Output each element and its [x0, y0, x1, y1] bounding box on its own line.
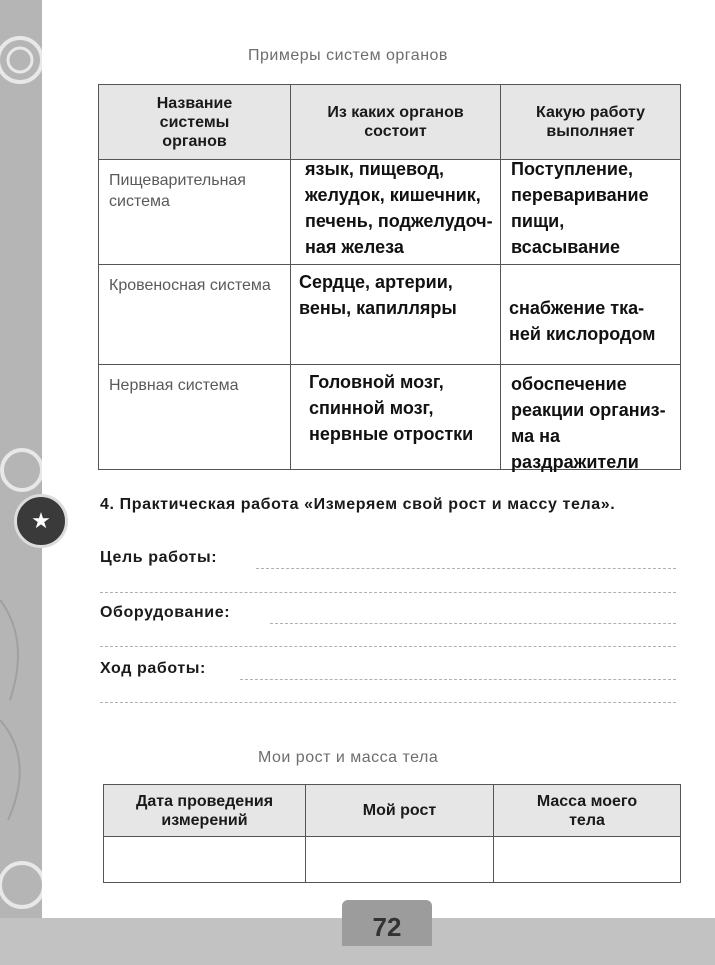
procedure-label: Ход работы:: [100, 660, 206, 677]
equipment-line-1[interactable]: [270, 623, 676, 624]
task-4: [100, 494, 680, 516]
organs-answer[interactable]: Сердце, артерии, вены, капилляры: [299, 272, 457, 318]
work-answer[interactable]: снабжение тка- ней кислородом: [509, 298, 656, 344]
growth-table: [103, 784, 681, 883]
organs-answer[interactable]: язык, пищевод, желудок, кишечник, печень, поджелудоч- ная железа: [305, 159, 493, 257]
header-mass: Масса моего тела: [494, 785, 681, 837]
organ-table-title: Примеры систем органов: [248, 47, 448, 64]
goal-line-1[interactable]: [256, 568, 676, 569]
goal-label: Цель работы:: [100, 549, 218, 566]
equipment-line-2[interactable]: [100, 646, 676, 647]
system-name: Кровеносная система: [109, 277, 271, 294]
margin-decoration: [0, 0, 48, 965]
table-row: [99, 160, 681, 265]
system-name: Нервная система: [109, 377, 239, 394]
task-number: 4.: [100, 496, 115, 513]
page-number: 72: [342, 900, 432, 946]
table-row: [104, 837, 681, 883]
header-organs: Из каких органов состоит: [291, 85, 501, 160]
header-work: Какую работу выполняет: [501, 85, 681, 160]
height-cell[interactable]: [306, 837, 494, 883]
table-header-row: [104, 785, 681, 837]
procedure-line-2[interactable]: [100, 702, 676, 703]
equipment-label: Оборудование:: [100, 604, 231, 621]
work-answer[interactable]: Поступление, переваривание пищи, всасывание: [511, 159, 649, 257]
procedure-line-1[interactable]: [240, 679, 676, 680]
table-row: [99, 265, 681, 365]
work-answer[interactable]: обоспечение реакции организ- ма на раздражители: [511, 374, 666, 472]
header-date: Дата проведения измерений: [104, 785, 306, 837]
system-name: Пищеварительная система: [109, 172, 246, 210]
star-icon: ★: [14, 494, 68, 548]
header-height: Мой рост: [306, 785, 494, 837]
table-header-row: [99, 85, 681, 160]
date-cell[interactable]: [104, 837, 306, 883]
table-row: [99, 365, 681, 470]
mass-cell[interactable]: [494, 837, 681, 883]
header-system-name: Название системы органов: [99, 85, 291, 160]
goal-line-2[interactable]: [100, 592, 676, 593]
growth-table-title: Мои рост и масса тела: [258, 749, 439, 766]
organs-answer[interactable]: Головной мозг, спинной мозг, нервные отростки: [309, 372, 474, 444]
organ-systems-table: [98, 84, 681, 470]
task-text: Практическая работа «Измеряем свой рост и массу тела».: [119, 496, 616, 513]
